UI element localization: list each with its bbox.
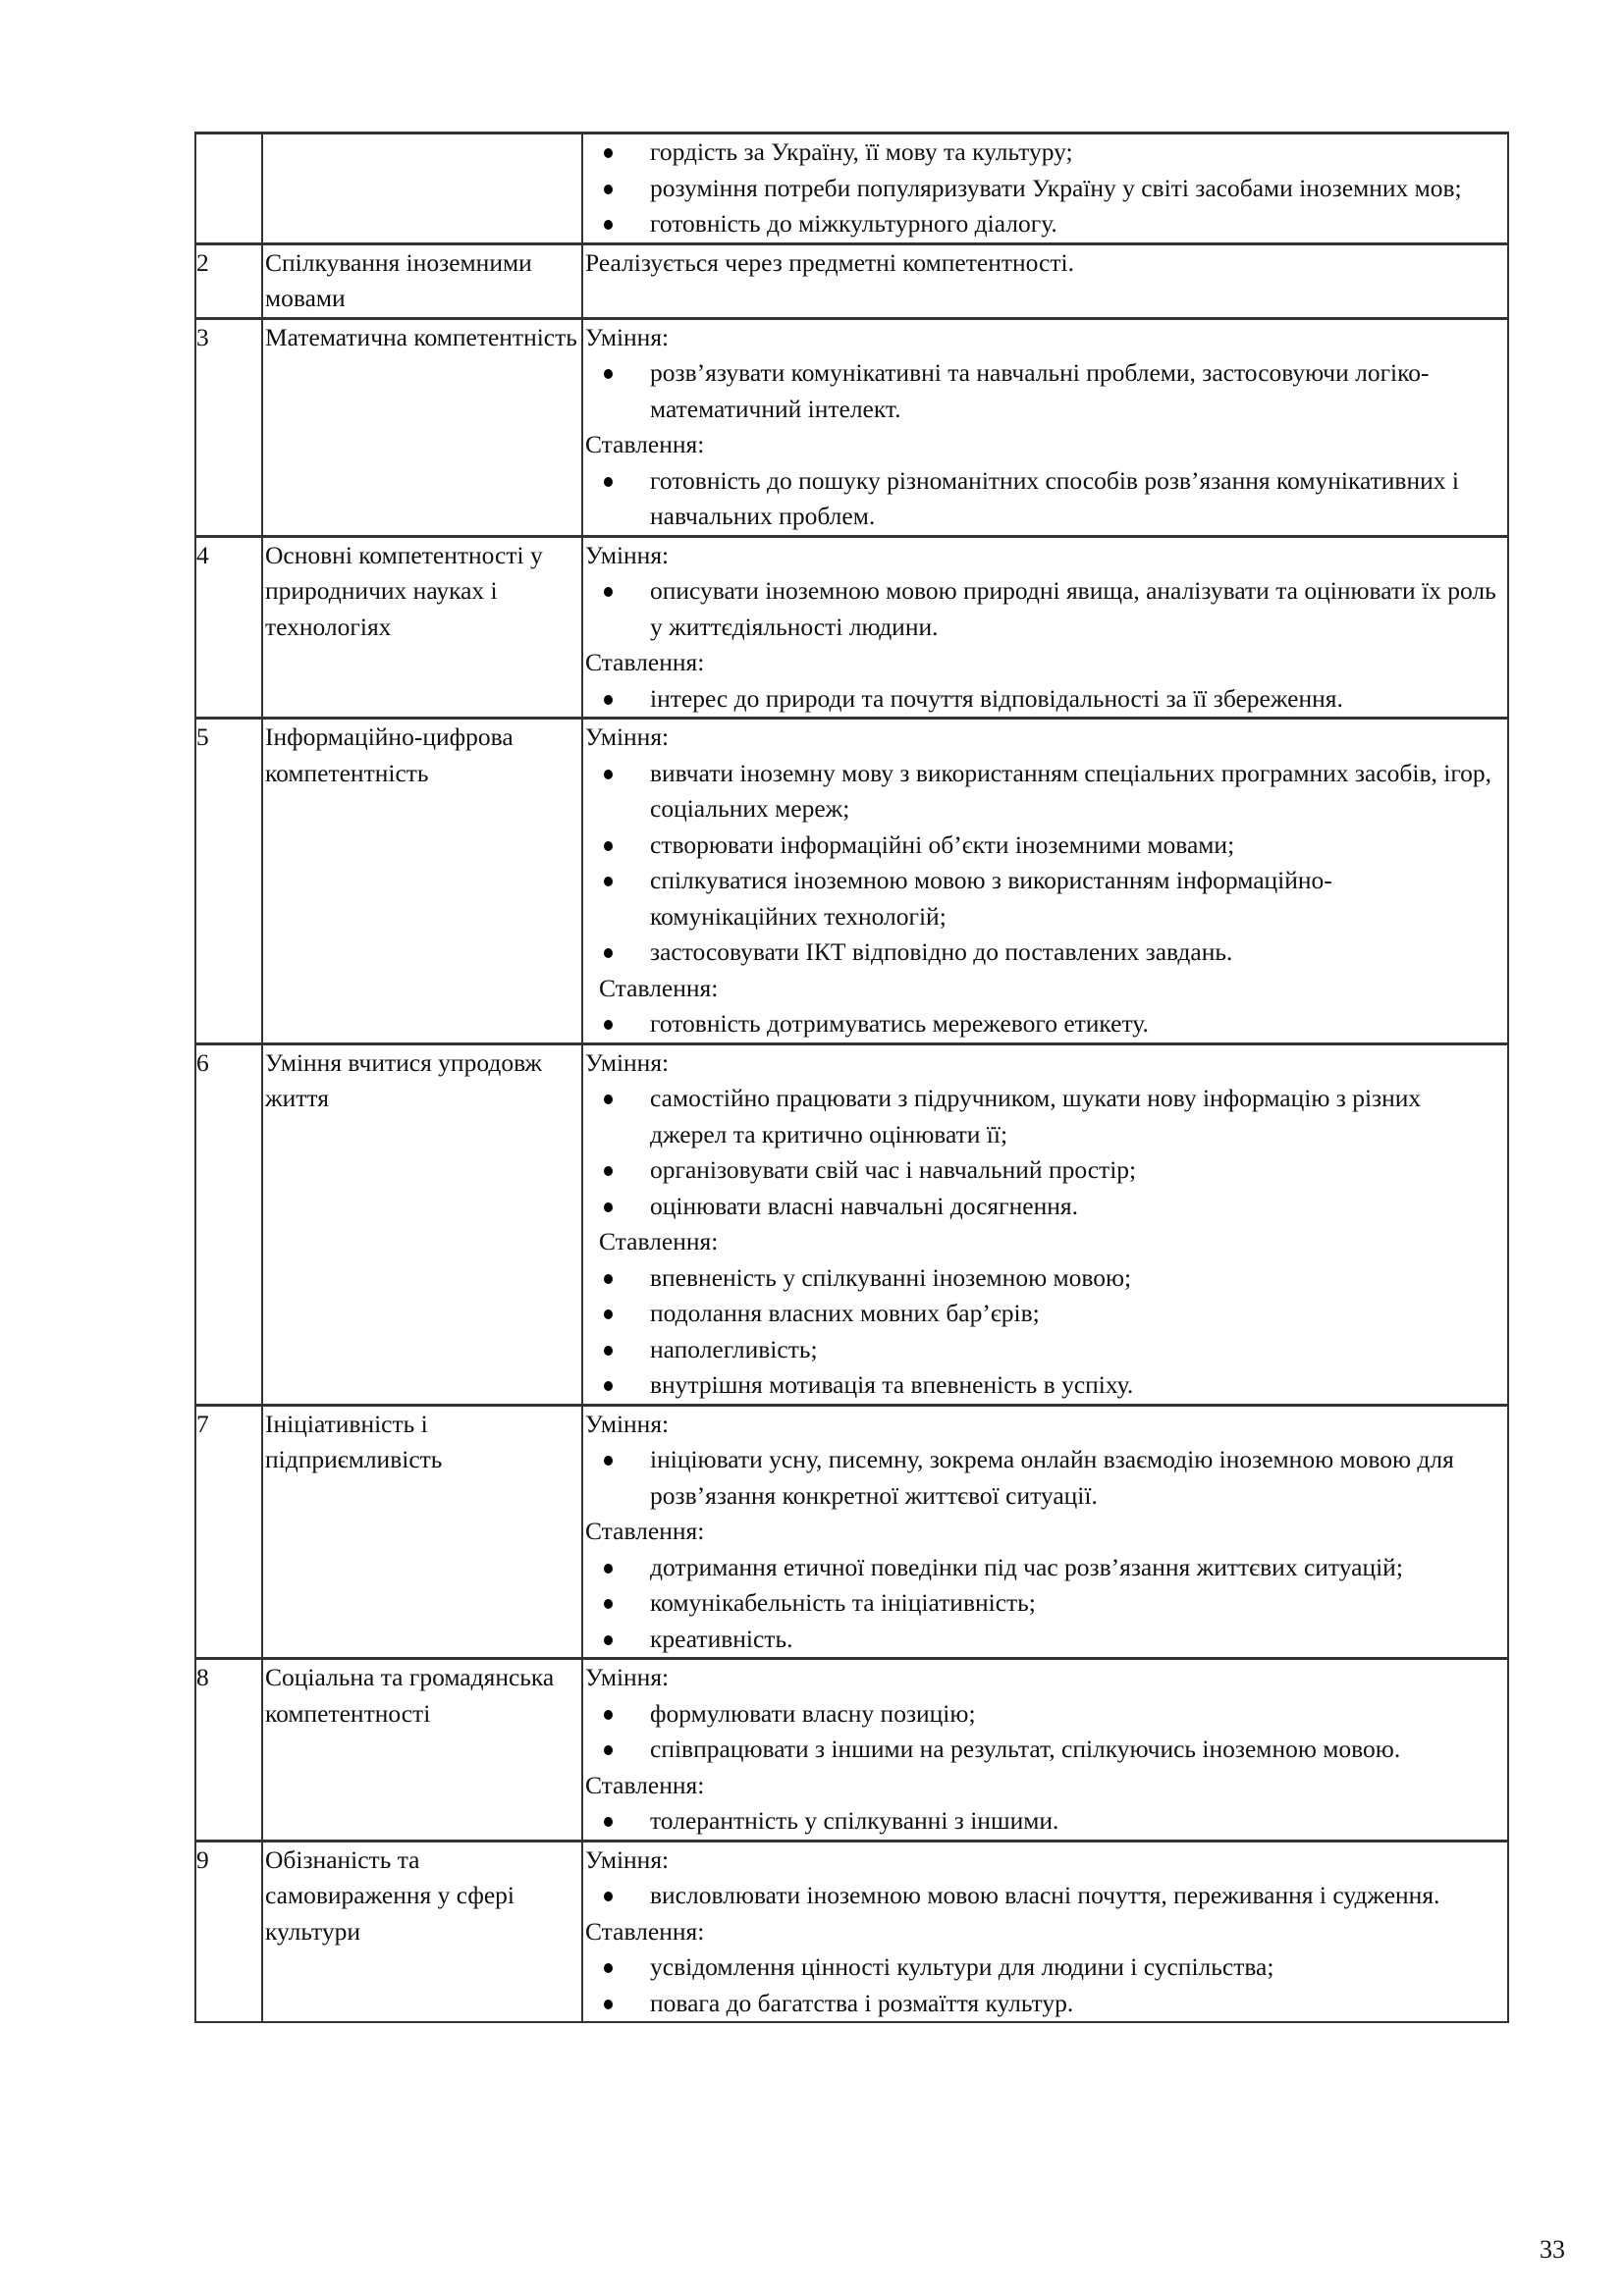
list-item: дотримання етичної поведінки під час розв’язання життєвих ситуацій; <box>585 1550 1507 1586</box>
list-item: вивчати іноземну мову з використанням спеціальних програмних засобів, ігор, соціальних мереж; <box>585 756 1507 828</box>
list-item: готовність до міжкультурного діалогу. <box>585 206 1507 242</box>
skills-label: Уміння: <box>585 322 670 351</box>
list-item: інтерес до природи та почуття відповідальності за її збереження. <box>585 681 1507 718</box>
competency-name: Уміння вчитися упродовж життя <box>262 1043 582 1405</box>
attitudes-list <box>585 463 1507 535</box>
list-item: ініціювати усну, писемну, зокрема онлайн взаємодію іноземною мовою для розв’язання конкретної життєвої ситуації. <box>585 1442 1507 1514</box>
row-number: 5 <box>195 719 262 1044</box>
skills-list <box>585 1081 1507 1224</box>
list-item: описувати іноземною мовою природні явища, аналізувати та оцінювати їх роль у життєдіяльності людини. <box>585 573 1507 645</box>
competency-name: Ініціативність і підприємливість <box>262 1405 582 1659</box>
attitudes-list <box>585 1550 1507 1658</box>
skills-label: Уміння: <box>585 722 670 751</box>
row-number: 3 <box>195 318 262 536</box>
skills-label: Уміння: <box>585 1047 670 1077</box>
attitudes-label: Ставлення: <box>599 1227 719 1255</box>
competency-description <box>582 243 1508 318</box>
skills-list <box>585 573 1507 645</box>
list-item: повага до багатства і розмаїття культур. <box>585 1986 1507 2022</box>
competency-description <box>582 1043 1508 1405</box>
competency-description <box>582 719 1508 1044</box>
skills-list <box>585 1878 1507 1914</box>
row-number: 7 <box>195 1405 262 1659</box>
table-row <box>195 536 1508 719</box>
description-text: Реалізується через предметні компетентності. <box>585 247 1074 277</box>
row-number: 8 <box>195 1659 262 1842</box>
attitudes-label: Ставлення: <box>585 430 705 458</box>
list-item: готовність дотримуватись мережевого етикету. <box>585 1006 1507 1042</box>
skills-label: Уміння: <box>585 1409 670 1438</box>
attitudes-label: Ставлення: <box>585 1517 705 1545</box>
competency-name: Математична компетентність <box>262 318 582 536</box>
competency-description <box>582 1405 1508 1659</box>
competency-name: Спілкування іноземними мовами <box>262 243 582 318</box>
list-item: спілкуватися іноземною мовою з використанням інформаційно-комунікаційних технологій; <box>585 863 1507 934</box>
table-row <box>195 1405 1508 1659</box>
attitudes-list <box>585 1006 1507 1042</box>
table-row <box>195 243 1508 318</box>
competency-name: Інформаційно-цифрова компетентність <box>262 719 582 1044</box>
skills-label: Уміння: <box>585 540 670 569</box>
page-number: 33 <box>1540 2235 1565 2264</box>
competency-description <box>582 536 1508 719</box>
skills-list <box>585 756 1507 971</box>
list-item: застосовувати ІКТ відповідно до поставлених завдань. <box>585 934 1507 971</box>
row-number: 4 <box>195 536 262 719</box>
list-item: внутрішня мотивація та впевненість в успіху. <box>585 1367 1507 1404</box>
competency-name: Основні компетентності у природничих науках і технологіях <box>262 536 582 719</box>
attitudes-list <box>585 1803 1507 1840</box>
list-item: висловлювати іноземною мовою власні почуття, переживання і судження. <box>585 1878 1507 1914</box>
attitudes-list <box>585 681 1507 718</box>
table-row <box>195 1659 1508 1842</box>
list-item: створювати інформаційні об’єкти іноземними мовами; <box>585 828 1507 864</box>
list-item: готовність до пошуку різноманітних способів розв’язання комунікативних і навчальних проблем. <box>585 463 1507 535</box>
attitudes-list <box>585 1949 1507 2021</box>
skills-list <box>585 355 1507 427</box>
list-item: розв’язувати комунікативні та навчальні проблеми, застосовуючи логіко-математичний інтелект. <box>585 355 1507 427</box>
competency-name: Соціальна та громадянська компетентності <box>262 1659 582 1842</box>
list-item: самостійно працювати з підручником, шукати нову інформацію з різних джерел та критично оцінювати її; <box>585 1081 1507 1152</box>
competency-description <box>582 1659 1508 1842</box>
attitudes-list <box>585 134 1507 242</box>
skills-list <box>585 1442 1507 1514</box>
list-item: подолання власних мовних бар’єрів; <box>585 1296 1507 1332</box>
attitudes-label: Ставлення: <box>599 973 719 1002</box>
table-row <box>195 1841 1508 2022</box>
list-item: гордість за Україну, її мову та культуру; <box>585 134 1507 171</box>
row-number: 9 <box>195 1841 262 2022</box>
row-number: 2 <box>195 243 262 318</box>
list-item: впевненість у спілкуванні іноземною мовою; <box>585 1260 1507 1297</box>
attitudes-label: Ставлення: <box>585 1916 705 1946</box>
list-item: формулювати власну позицію; <box>585 1696 1507 1733</box>
list-item: співпрацювати з іншими на результат, спілкуючись іноземною мовою. <box>585 1732 1507 1768</box>
list-item: усвідомлення цінності культури для людини і суспільства; <box>585 1949 1507 1986</box>
skills-list <box>585 1696 1507 1768</box>
competency-description <box>582 133 1508 244</box>
table-row-continuation <box>195 133 1508 244</box>
table-row <box>195 719 1508 1044</box>
list-item: організовувати свій час і навчальний простір; <box>585 1152 1507 1189</box>
row-number: 6 <box>195 1043 262 1405</box>
row-number <box>195 133 262 244</box>
competency-name: Обізнаність та самовираження у сфері культури <box>262 1841 582 2022</box>
list-item: толерантність у спілкуванні з іншими. <box>585 1803 1507 1840</box>
list-item: наполегливість; <box>585 1332 1507 1368</box>
attitudes-label: Ставлення: <box>585 1770 705 1799</box>
competency-description <box>582 1841 1508 2022</box>
list-item: креативність. <box>585 1622 1507 1658</box>
list-item: комунікабельність та ініціативність; <box>585 1585 1507 1622</box>
table-row <box>195 1043 1508 1405</box>
attitudes-list <box>585 1260 1507 1404</box>
table-row <box>195 318 1508 536</box>
list-item: розуміння потреби популяризувати Україну у світі засобами іноземних мов; <box>585 171 1507 207</box>
list-item: оцінювати власні навчальні досягнення. <box>585 1189 1507 1225</box>
skills-label: Уміння: <box>585 1844 670 1874</box>
attitudes-label: Ставлення: <box>585 648 705 676</box>
skills-label: Уміння: <box>585 1663 670 1691</box>
competency-name <box>262 133 582 244</box>
competency-description <box>582 318 1508 536</box>
competencies-table <box>194 132 1509 2023</box>
